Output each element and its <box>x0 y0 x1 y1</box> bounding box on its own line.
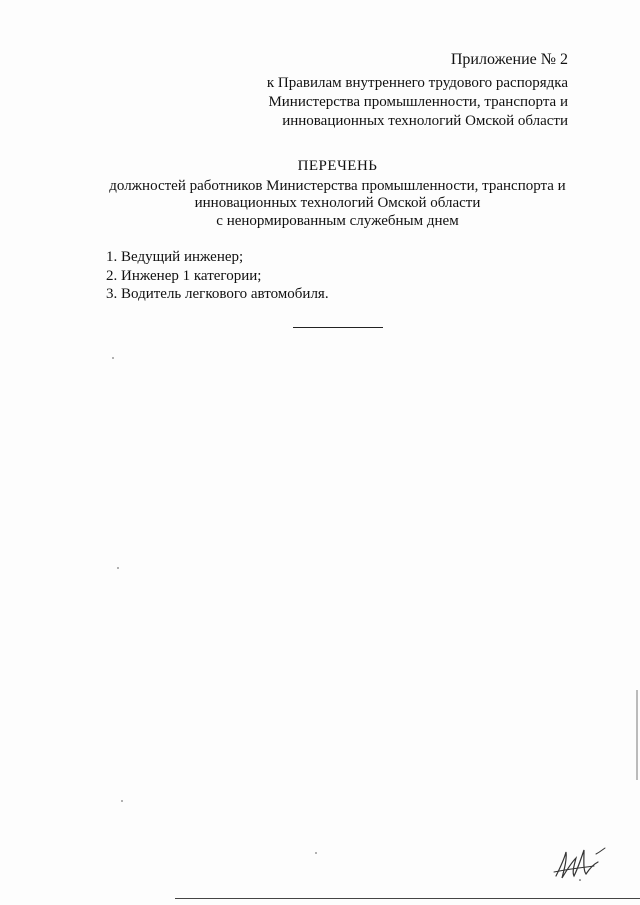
appendix-line: Министерства промышленности, транспорта и <box>268 94 568 110</box>
list-item: 1. Ведущий инженер; <box>106 249 244 265</box>
scan-bottom-line <box>175 898 640 899</box>
heading-line: с ненормированным служебным днем <box>216 212 459 229</box>
document-heading <box>70 158 605 230</box>
appendix-line: инновационных технологий Омской области <box>282 113 568 129</box>
appendix-line: к Правилам внутреннего трудового распорядка <box>266 75 568 91</box>
appendix-number: Приложение № 2 <box>450 51 568 68</box>
list-item: 3. Водитель легкового автомобиля. <box>106 286 329 302</box>
list-item: 2. Инженер 1 категории; <box>106 267 262 284</box>
positions-list <box>106 248 329 304</box>
scan-edge-mark <box>636 690 638 780</box>
appendix-header <box>267 50 568 131</box>
document-title: ПЕРЕЧЕНЬ <box>297 158 378 174</box>
heading-line: инновационных технологий Омской области <box>194 195 481 211</box>
heading-line: должностей работников Министерства промышленности, транспорта и <box>109 177 566 194</box>
signature-icon <box>550 838 610 886</box>
end-divider <box>293 327 383 328</box>
